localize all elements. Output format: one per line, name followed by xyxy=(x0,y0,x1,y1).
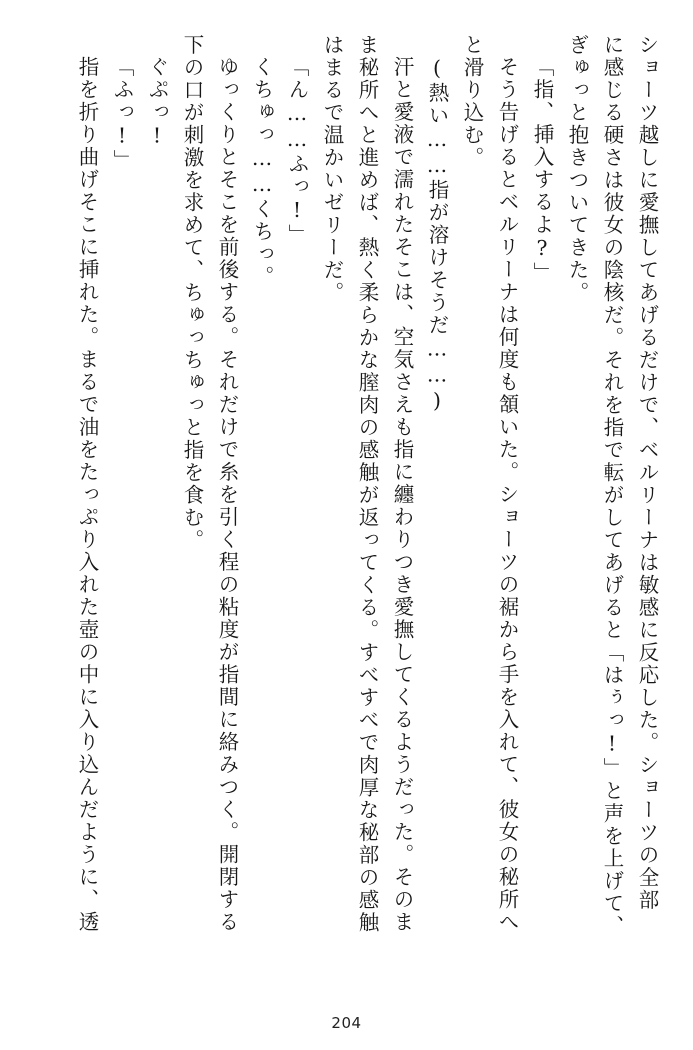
text-line: 汗と愛液で濡れたそこは、空気さえも指に纏わりつき愛撫してくるようだった。そのま xyxy=(390,56,414,934)
text-line: ぎゅっと抱きついてきた。 xyxy=(565,34,589,304)
text-line: 指を折り曲げそこに挿れた。まるで油をたっぷり入れた壺の中に入り込んだように、透 xyxy=(75,56,99,934)
page-number: 204 xyxy=(331,1014,362,1032)
text-line: と滑り込む。 xyxy=(460,34,484,169)
text-line: くちゅっ……くちっ。 xyxy=(250,56,274,288)
text-line: に感じる硬さは彼女の陰核だ。それを指で転がしてあげると「はぅっ!」と声を上げて、 xyxy=(600,34,624,938)
text-line: ゆっくりとそこを前後する。それだけで糸を引く程の粘度が指間に絡みつく。開閉する xyxy=(215,56,239,934)
text-line: 「ふっ!」 xyxy=(110,56,134,172)
text-line: 「指、挿入するよ?」 xyxy=(530,56,554,285)
text-line: そう告げるとベルリーナは何度も頷いた。ショーツの裾から手を入れて、彼女の秘所へ xyxy=(495,56,519,934)
text-line: ま秘所へと進めば、熱く柔らかな膣肉の感触が返ってくる。すべすべで肉厚な秘部の感触 xyxy=(355,34,379,934)
text-line: 「ん……ふっ!」 xyxy=(285,56,309,247)
text-line: ぐぷっ! xyxy=(145,56,169,150)
text-line: (熱い……指が溶けそうだ……) xyxy=(425,56,449,415)
novel-text-block xyxy=(36,34,657,979)
text-line: 下の口が刺激を求めて、ちゅっちゅっと指を食む。 xyxy=(180,34,204,552)
vertical-lines-container xyxy=(36,34,657,979)
text-line: はまるで温かいゼリーだ。 xyxy=(320,34,344,304)
text-line: ショーツ越しに愛撫してあげるだけで、ベルリーナは敏感に反応した。ショーツの全部 xyxy=(635,34,659,912)
